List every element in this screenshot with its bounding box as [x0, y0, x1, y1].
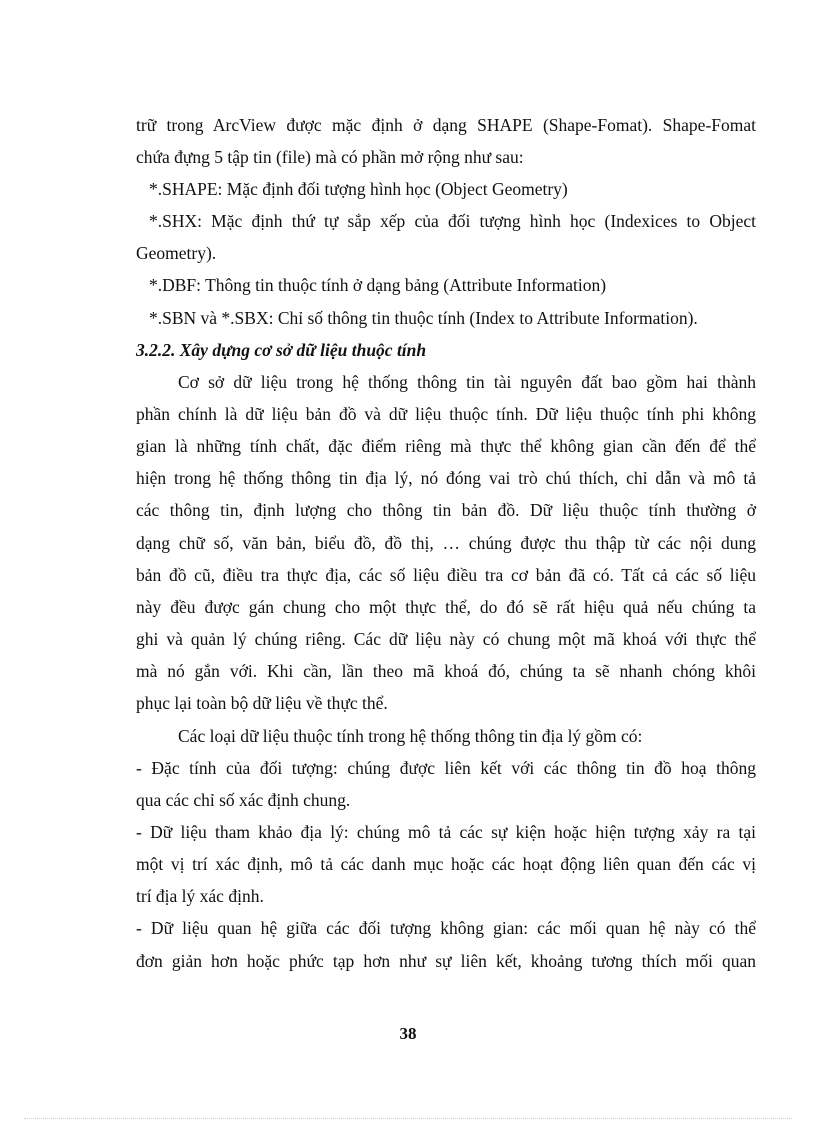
paragraph-line: Các loại dữ liệu thuộc tính trong hệ thống thông tin địa lý gồm có:: [178, 726, 643, 746]
list-item: trí địa lý xác định.: [136, 886, 264, 906]
section-heading: 3.2.2. Xây dựng cơ sở dữ liệu thuộc tính: [136, 340, 427, 360]
paragraph-line: dạng chữ số, văn bản, biểu đồ, đồ thị, … chúng được thu thập từ các nội dung: [136, 533, 756, 553]
page-number: 38: [399, 1024, 417, 1043]
list-item: một vị trí xác định, mô tả các danh mục hoặc các hoạt động liên quan đến các vị: [136, 854, 756, 874]
paragraph-line: gian là những tính chất, đặc điểm riêng mà thực thể không gian cần đến để thể: [136, 436, 756, 456]
list-item: *.SHX: Mặc định thứ tự sắp xếp của đối tượng hình học (Indexices to Object: [149, 211, 756, 231]
paragraph-line: này đều được gán chung cho một thực thể, do đó sẽ rất hiệu quả nếu chúng ta: [136, 597, 756, 617]
list-item: đơn giản hơn hoặc phức tạp hơn như sự liên kết, khoảng tương thích mối quan: [136, 951, 756, 971]
paragraph-line: ghi và quản lý chúng riêng. Các dữ liệu này có chung một mã khoá với thực thể: [136, 629, 756, 649]
text-line: Geometry).: [136, 243, 217, 263]
paragraph-line: các thông tin, định lượng cho thông tin bản đồ. Dữ liệu thuộc tính thường ở: [136, 500, 756, 520]
page-bottom-border: [24, 1118, 792, 1119]
text-line: trữ trong ArcView được mặc định ở dạng SHAPE (Shape-Fomat). Shape-Fomat: [136, 115, 756, 135]
paragraph-line: mà nó gắn với. Khi cần, lần theo mã khoá đó, chúng ta sẽ nhanh chóng khôi: [136, 661, 756, 681]
paragraph-line: hiện trong hệ thống thông tin địa lý, nó đóng vai trò chú thích, chỉ dẫn và mô tả: [136, 468, 756, 488]
list-item: *.SBN và *.SBX: Chỉ số thông tin thuộc tính (Index to Attribute Information).: [149, 308, 698, 328]
paragraph-line: phần chính là dữ liệu bản đồ và dữ liệu thuộc tính. Dữ liệu thuộc tính phi không: [136, 404, 756, 424]
paragraph-line: bản đồ cũ, điều tra thực địa, các số liệu điều tra cơ bản đã có. Tất cả các số liệu: [136, 565, 756, 585]
list-item: *.DBF: Thông tin thuộc tính ở dạng bảng (Attribute Information): [149, 275, 607, 295]
text-line: chứa đựng 5 tập tin (file) mà có phần mở rộng như sau:: [136, 147, 524, 167]
list-item: - Dữ liệu tham khảo địa lý: chúng mô tả các sự kiện hoặc hiện tượng xảy ra tại: [136, 822, 756, 842]
paragraph-line: Cơ sở dữ liệu trong hệ thống thông tin tài nguyên đất bao gồm hai thành: [178, 372, 756, 392]
list-item: - Đặc tính của đối tượng: chúng được liên kết với các thông tin đồ hoạ thông: [136, 758, 756, 778]
paragraph-line: phục lại toàn bộ dữ liệu về thực thể.: [136, 693, 388, 713]
list-item: qua các chỉ số xác định chung.: [136, 790, 351, 810]
list-item: *.SHAPE: Mặc định đối tượng hình học (Object Geometry): [149, 179, 568, 199]
list-item: - Dữ liệu quan hệ giữa các đối tượng không gian: các mối quan hệ này có thể: [136, 918, 756, 938]
